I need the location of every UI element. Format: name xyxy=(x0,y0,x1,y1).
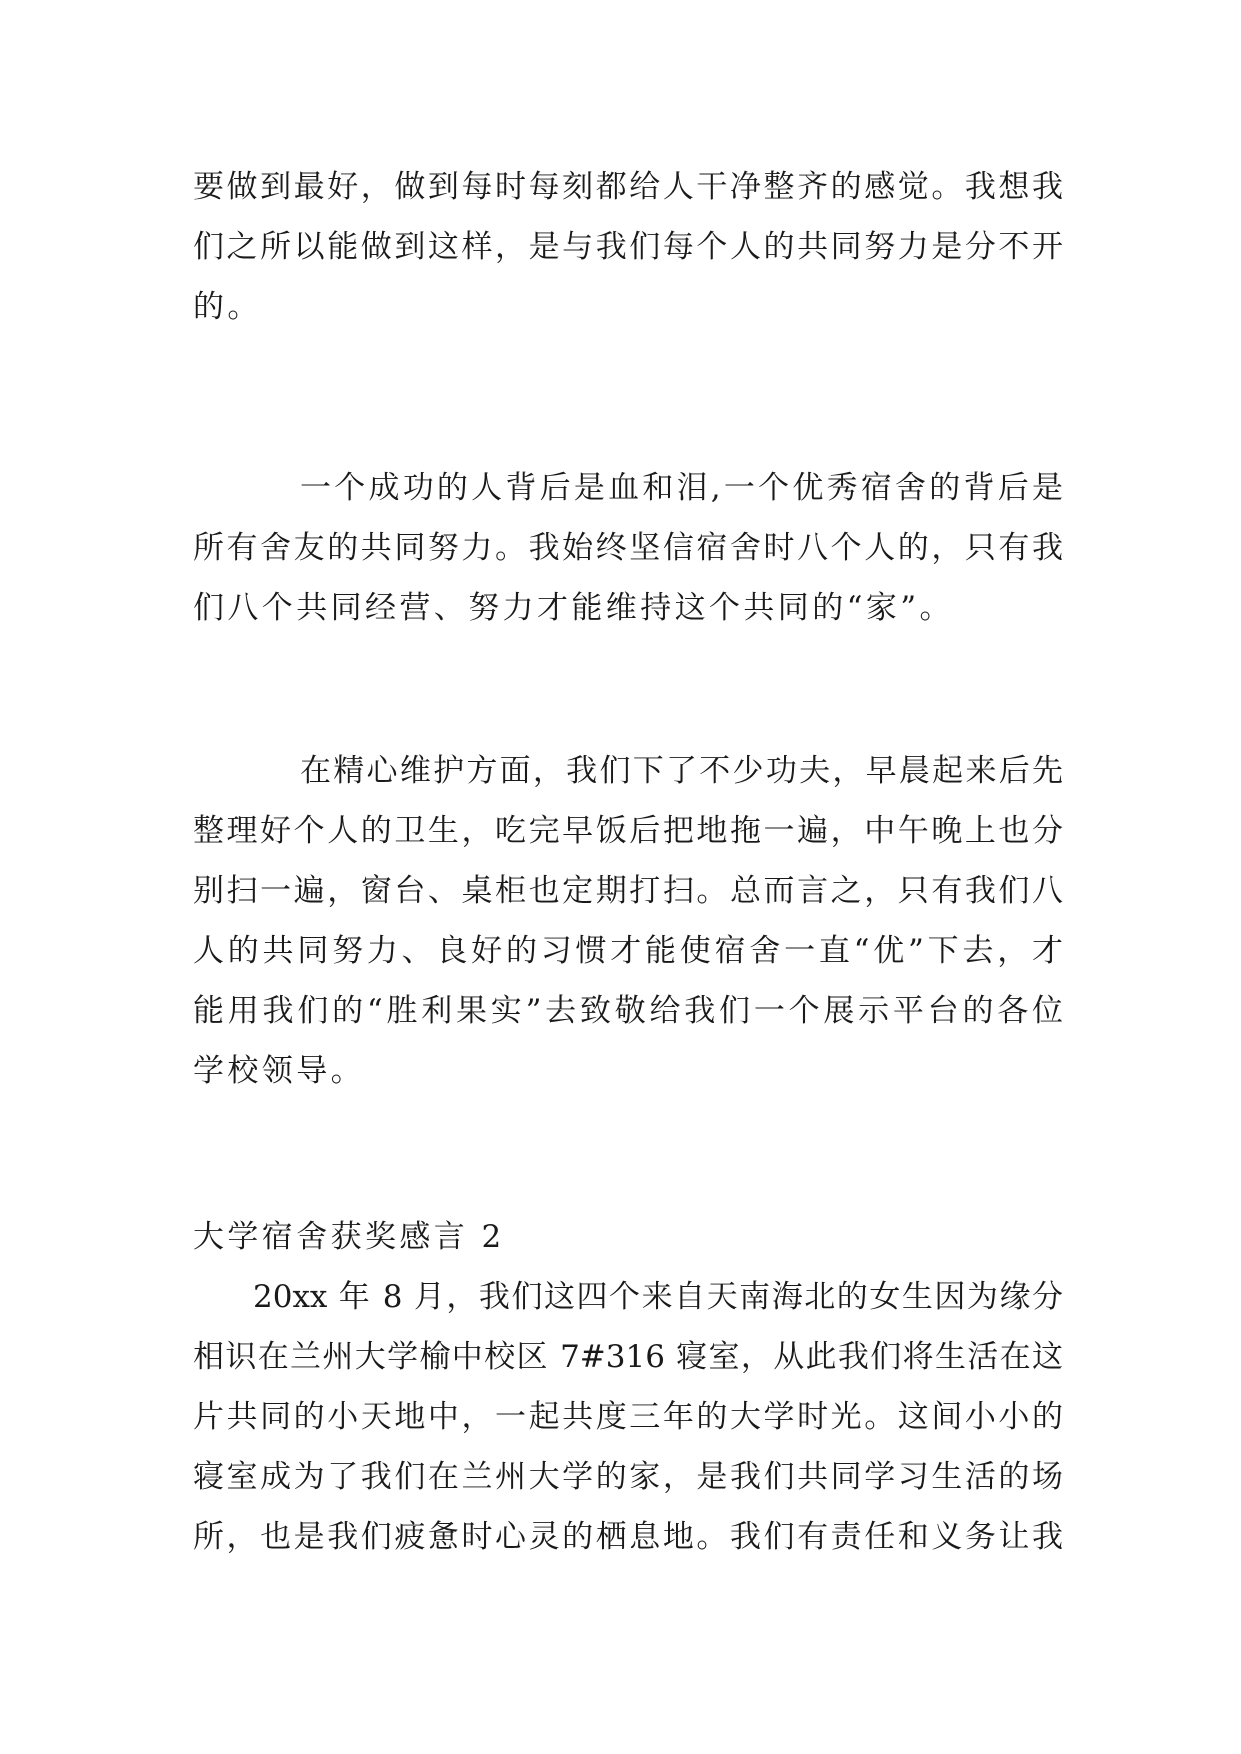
paragraph-line: 要做到最好，做到每时每刻都给人干净整齐的感觉。我想我 xyxy=(193,169,1063,205)
paragraph-line: 一个成功的人背后是血和泪,一个优秀宿舍的背后是 xyxy=(300,470,1063,506)
paragraph-line: 学校领导。 xyxy=(193,1053,365,1089)
paragraph-line: 整理好个人的卫生，吃完早饭后把地拖一遍，中午晚上也分 xyxy=(193,813,1063,849)
paragraph-line: 的。 xyxy=(193,289,262,325)
paragraph-line: 们八个共同经营、努力才能维持这个共同的“家”。 xyxy=(193,590,954,626)
paragraph-line: 相识在兰州大学榆中校区 7#316 寝室，从此我们将生活在这 xyxy=(193,1339,1063,1375)
paragraph-line: 所有舍友的共同努力。我始终坚信宿舍时八个人的，只有我 xyxy=(193,530,1063,566)
paragraph-line: 人的共同努力、良好的习惯才能使宿舍一直“优”下去，才 xyxy=(193,933,1063,969)
paragraph-line: 寝室成为了我们在兰州大学的家，是我们共同学习生活的场 xyxy=(193,1459,1063,1495)
paragraph-line: 在精心维护方面，我们下了不少功夫，早晨起来后先 xyxy=(300,753,1063,789)
paragraph-line: 片共同的小天地中，一起共度三年的大学时光。这间小小的 xyxy=(193,1399,1063,1435)
paragraph-line: 们之所以能做到这样，是与我们每个人的共同努力是分不开 xyxy=(193,229,1063,265)
section-title: 大学宿舍获奖感言 2 xyxy=(193,1219,505,1255)
paragraph-line: 所，也是我们疲惫时心灵的栖息地。我们有责任和义务让我 xyxy=(193,1519,1063,1555)
paragraph-line: 别扫一遍，窗台、桌柜也定期打扫。总而言之，只有我们八 xyxy=(193,873,1063,909)
paragraph-line: 20xx 年 8 月，我们这四个来自天南海北的女生因为缘分 xyxy=(253,1279,1063,1315)
paragraph-line: 能用我们的“胜利果实”去致敬给我们一个展示平台的各位 xyxy=(193,993,1063,1029)
